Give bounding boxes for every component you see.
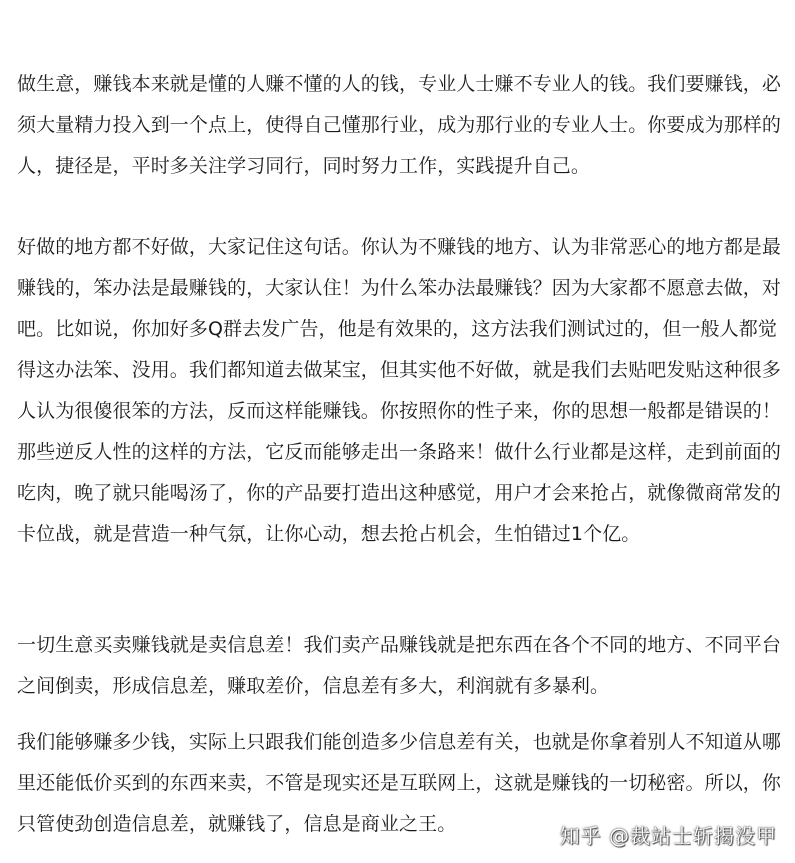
- paragraph-4: 我们能够赚多少钱，实际上只跟我们能创造多少信息差有关，也就是你拿着别人不知道从哪里还能低价买到的东西来卖，不管是现实还是互联网上，这就是赚钱的一切秘密。所以，你只管使劲创造信息差，就赚钱了，信息是商业之王。: [17, 731, 782, 835]
- paragraph-1: 做生意，赚钱本来就是懂的人赚不懂的人的钱，专业人士赚不专业人的钱。我们要赚钱，必须大量精力投入到一个点上，使得自己懂那行业，成为那行业的专业人士。你要成为那样的人，捷径是，平时多关注学习同行，同时努力工作，实践提升自己。: [17, 73, 782, 177]
- paragraph-3: 一切生意买卖赚钱就是卖信息差！我们卖产品赚钱就是把东西在各个不同的地方、不同平台之间倒卖，形成信息差，赚取差价，信息差有多大，利润就有多暴利。: [17, 634, 782, 697]
- zhihu-watermark: 知乎 @裁站士斩揭没甲: [559, 824, 777, 848]
- paragraph-2: 好做的地方都不好做，大家记住这句话。你认为不赚钱的地方、认为非常恶心的地方都是最赚钱的，笨办法是最赚钱的，大家认住！为什么笨办法最赚钱？因为大家都不愿意去做，对吧。比如说，你加好多Q群去发广告，他是有效果的，这方法我们测试过的，但一般人都觉得这办法笨、没用。我们都知道去做某宝，但其实他不好做，就是我们去贴吧发贴这种很多人认为很傻很笨的方法，反而这样能赚钱。你按照你的性子来，你的思想一般都是错误的！那些逆反人性的这样的方法，它反而能够走出一条路来！做什么行业都是这样，走到前面的吃肉，晚了就只能喝汤了，你的产品要打造出这种感觉，用户才会来抢占，就像微商常发的卡位战，就是营造一种气氛，让你心动，想去抢占机会，生怕错过1个亿。: [17, 236, 782, 545]
